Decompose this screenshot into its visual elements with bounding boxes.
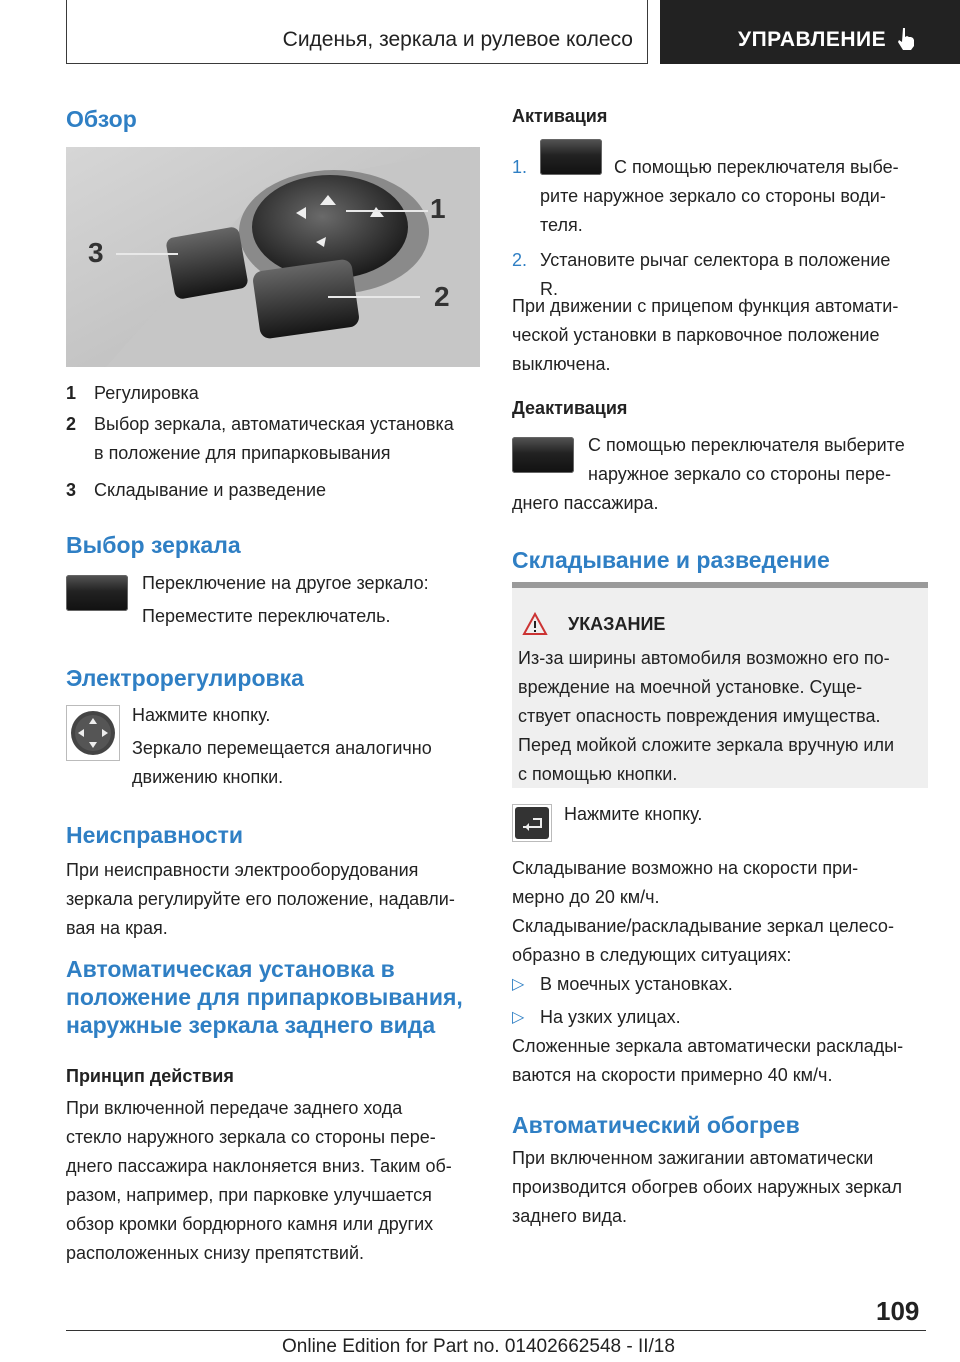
warning-line: Перед мойкой сложите зеркала вручную или xyxy=(518,735,894,755)
warning-box xyxy=(512,582,928,788)
faults-heading: Неисправности xyxy=(66,822,244,848)
warning-text xyxy=(518,644,894,789)
warning-line: Из-за ширины автомобиля возможно его по- xyxy=(518,648,890,668)
warning-triangle-icon xyxy=(522,612,548,636)
fold-situation-line: Складывание/раскладывание зеркал целесо- xyxy=(512,916,894,936)
heating-line: При включенном зажигании автоматически xyxy=(512,1148,874,1168)
legend-item xyxy=(66,379,480,408)
mirror-controls-photo xyxy=(66,147,480,367)
fold-auto-line: Сложенные зеркала автоматически расклады- xyxy=(512,1036,904,1056)
bullet-item xyxy=(512,1003,733,1032)
page-number: 109 xyxy=(876,1296,920,1326)
principle-line: При включенной передаче заднего хода xyxy=(66,1098,403,1118)
bullet-text: На узких улицах. xyxy=(540,1007,681,1027)
step-line: С помощью переключателя выбе- xyxy=(614,157,899,177)
principle-line: обзор кромки бордюрного камня или других xyxy=(66,1214,434,1234)
legend-number: 1 xyxy=(66,383,77,403)
faults-text xyxy=(66,856,455,943)
electro-line: Нажмите кнопку. xyxy=(132,705,271,725)
step-line: Установите рычаг селектора в положение xyxy=(540,250,891,270)
electro-adjust-text xyxy=(132,701,432,792)
deactivation-heading: Деактивация xyxy=(512,398,628,418)
fault-line: вая на края. xyxy=(66,918,168,938)
legend-item xyxy=(66,410,480,468)
overview-heading: Обзор xyxy=(66,106,137,132)
header-section-box xyxy=(66,0,648,64)
footer-divider xyxy=(66,1330,926,1331)
fold-speed-line: мерно до 20 км/ч. xyxy=(512,887,660,907)
heating-text xyxy=(512,1144,902,1231)
auto-heading-line: наружные зеркала заднего вида xyxy=(66,1012,436,1038)
legend-text: Выбор зеркала, автоматическая установка xyxy=(94,414,454,434)
step-line: R. xyxy=(540,279,558,299)
fold-heading: Складывание и разведение xyxy=(512,547,830,573)
header-chapter-box xyxy=(660,0,960,64)
warning-line: с помощью кнопки. xyxy=(518,764,678,784)
deactivation-text xyxy=(512,431,928,518)
legend-text: Регулировка xyxy=(94,383,199,403)
hand-pointer-icon xyxy=(894,26,920,52)
warning-line: ствует опасность повреждения имущества. xyxy=(518,706,881,726)
fold-speed-text xyxy=(512,854,858,912)
callout-2: 2 xyxy=(434,281,450,312)
principle-line: днего пассажира наклоняется вниз. Таким об- xyxy=(66,1156,452,1176)
auto-park-heading xyxy=(66,955,463,1039)
deact-line: днего пассажира. xyxy=(512,493,659,513)
step-line: теля. xyxy=(540,215,583,235)
select-mirror-heading: Выбор зеркала xyxy=(66,532,241,558)
header-chapter-label: УПРАВЛЕНИЕ xyxy=(738,28,887,51)
bullet-text: В моечных установках. xyxy=(540,974,733,994)
auto-heading-line: Автоматическая установка в xyxy=(66,956,395,982)
heating-heading: Автоматический обогрев xyxy=(512,1112,800,1138)
electro-adjust-heading: Электрорегулировка xyxy=(66,665,304,691)
fold-button-icon xyxy=(512,804,552,842)
bullet-item xyxy=(512,970,733,999)
mirror-selector-switch-icon xyxy=(66,575,128,611)
principle-line: стекло наружного зеркала со стороны пере- xyxy=(66,1127,436,1147)
electro-line: Зеркало перемещается аналогично xyxy=(132,738,432,758)
activation-heading: Активация xyxy=(512,106,608,126)
legend-number: 2 xyxy=(66,414,77,434)
auto-heading-line: положение для припарковывания, xyxy=(66,984,463,1010)
principle-text xyxy=(66,1094,452,1268)
principle-line: расположенных снизу препятствий. xyxy=(66,1243,365,1263)
step-number: 1. xyxy=(512,157,528,177)
legend-number: 3 xyxy=(66,480,77,500)
bullet-arrow-icon: ▷ xyxy=(512,1009,525,1026)
heating-line: заднего вида. xyxy=(512,1206,628,1226)
warning-line: вреждение на моечной установке. Суще- xyxy=(518,677,863,697)
legend-item xyxy=(66,476,480,505)
legend-text: Складывание и разведение xyxy=(94,480,327,500)
step-line: рите наружное зеркало со стороны води- xyxy=(540,186,886,206)
activation-note xyxy=(512,292,898,379)
fold-press-text: Нажмите кнопку. xyxy=(564,804,703,824)
note-line: При движении с прицепом функция автомати- xyxy=(512,296,899,316)
principle-line: разом, например, при парковке улучшается xyxy=(66,1185,432,1205)
electro-line: движению кнопки. xyxy=(132,767,284,787)
deact-line: С помощью переключателя выберите xyxy=(588,435,905,455)
note-line: выключена. xyxy=(512,354,611,374)
step-number: 2. xyxy=(512,250,528,270)
callout-3: 3 xyxy=(88,237,104,268)
bullet-list xyxy=(512,970,733,1032)
bullet-arrow-icon: ▷ xyxy=(512,976,525,993)
heating-line: производится обогрев обоих наружных зеркал xyxy=(512,1177,903,1197)
principle-heading: Принцип действия xyxy=(66,1066,234,1086)
fault-line: При неисправности электрооборудования xyxy=(66,860,419,880)
legend-text: в положение для припарковывания xyxy=(94,443,391,463)
fold-situation-line: образно в следующих ситуациях: xyxy=(512,945,792,965)
select-mirror-text xyxy=(142,569,429,631)
adjust-knob-icon xyxy=(66,705,120,761)
footer-edition: Online Edition for Part no. 01402662548 - II/18 xyxy=(282,1336,675,1357)
fault-line: зеркала регулируйте его положение, надавли- xyxy=(66,889,455,909)
fold-situations-text xyxy=(512,912,894,970)
fold-auto-line: ваются на скорости примерно 40 км/ч. xyxy=(512,1065,833,1085)
header-section-title: Сиденья, зеркала и рулевое колесо xyxy=(282,28,633,51)
callout-1: 1 xyxy=(430,193,446,224)
warning-title: УКАЗАНИЕ xyxy=(568,614,666,634)
fold-auto-text xyxy=(512,1032,903,1090)
fold-speed-line: Складывание возможно на скорости при- xyxy=(512,858,859,878)
mirror-selector-switch-icon xyxy=(540,139,602,175)
note-line: ческой установки в парковочное положение xyxy=(512,325,880,345)
activation-step xyxy=(512,139,928,240)
activation-steps xyxy=(512,139,928,304)
deact-line: наружное зеркало со стороны пере- xyxy=(588,464,891,484)
legend-list xyxy=(66,379,480,505)
select-line: Переместите переключатель. xyxy=(142,606,391,626)
select-line: Переключение на другое зеркало: xyxy=(142,573,429,593)
